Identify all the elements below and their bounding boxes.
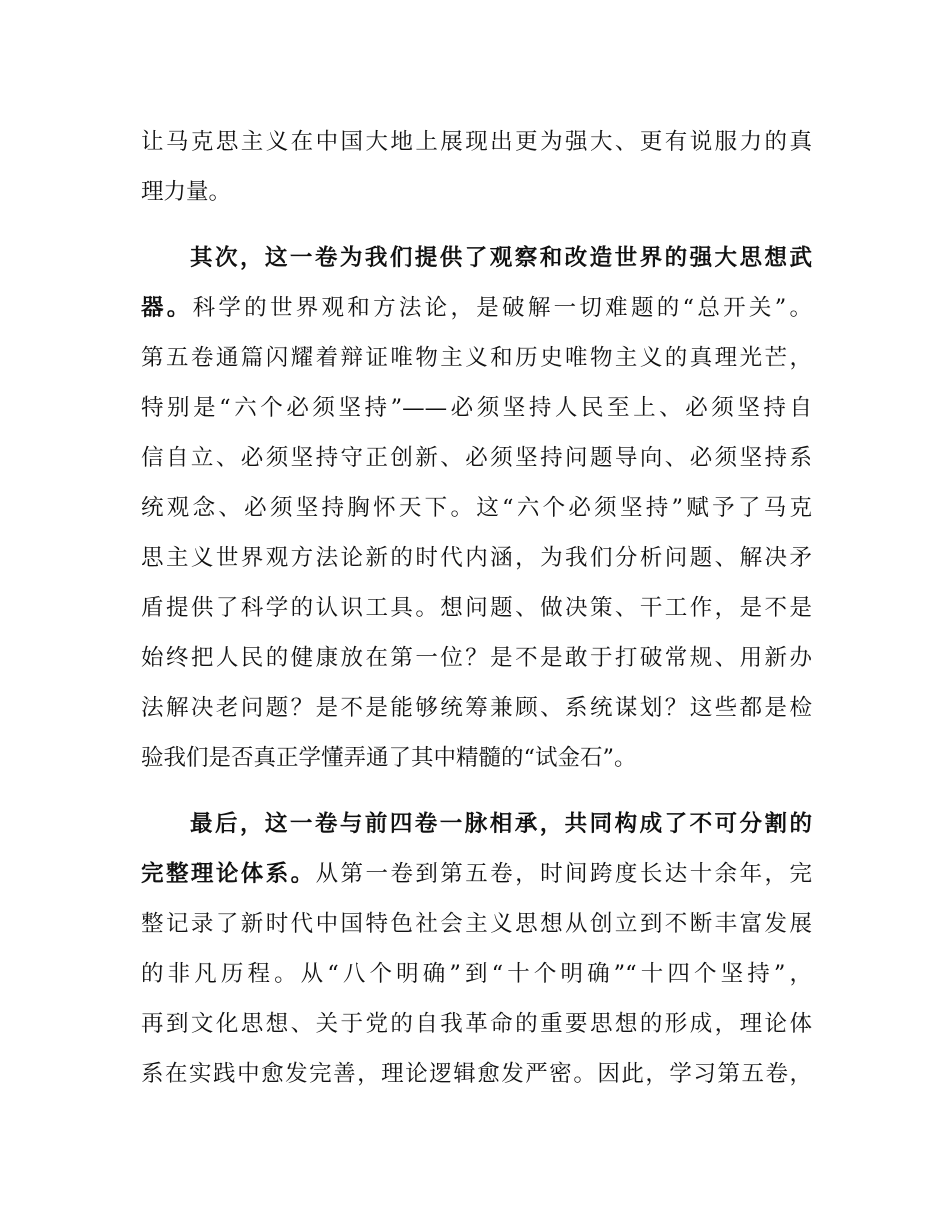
text-line: 思主义世界观方法论新的时代内涵，为我们分析问题、解决矛 bbox=[141, 545, 812, 571]
text-line: 理力量。 bbox=[141, 179, 232, 205]
text-line: 信自立、必须坚持守正创新、必须坚持问题导向、必须坚持系 bbox=[141, 445, 812, 471]
text-line: 法解决老问题？是不是能够统筹兼顾、系统谋划？这些都是检 bbox=[141, 695, 812, 721]
text-line: 让马克思主义在中国大地上展现出更为强大、更有说服力的真 bbox=[141, 129, 812, 155]
text-line: 特别是“六个必须坚持”——必须坚持人民至上、必须坚持自 bbox=[141, 395, 812, 421]
text-line: 整记录了新时代中国特色社会主义思想从创立到不断丰富发展 bbox=[141, 911, 812, 937]
text-span: 从第一卷到第五卷，时间跨度长达十余年，完 bbox=[315, 861, 812, 887]
text-line: 始终把人民的健康放在第一位？是不是敢于打破常规、用新办 bbox=[141, 645, 812, 671]
text-line bbox=[141, 852, 812, 896]
paragraph-heading: 最后，这一卷与前四卷一脉相承，共同构成了不可分割的 bbox=[190, 811, 812, 837]
paragraph-heading-end: 完整理论体系。 bbox=[141, 861, 316, 887]
text-line: 验我们是否真正学懂弄通了其中精髓的“试金石”。 bbox=[141, 745, 637, 771]
text-line: 盾提供了科学的认识工具。想问题、做决策、干工作，是不是 bbox=[141, 595, 812, 621]
text-span: 科学的世界观和方法论，是破解一切难题的“总开关”。 bbox=[192, 295, 812, 321]
text-line: 的非凡历程。从“八个明确”到“十个明确”“十四个坚持”， bbox=[141, 961, 812, 987]
text-line: 统观念、必须坚持胸怀天下。这“六个必须坚持”赋予了马克 bbox=[141, 495, 812, 521]
text-line bbox=[141, 286, 812, 330]
paragraph-heading-end: 器。 bbox=[141, 295, 193, 321]
paragraph-heading: 其次，这一卷为我们提供了观察和改造世界的强大思想武 bbox=[190, 245, 812, 271]
text-line: 第五卷通篇闪耀着辩证唯物主义和历史唯物主义的真理光芒， bbox=[141, 345, 812, 371]
text-line: 再到文化思想、关于党的自我革命的重要思想的形成，理论体 bbox=[141, 1011, 812, 1037]
text-line: 系在实践中愈发完善，理论逻辑愈发严密。因此，学习第五卷， bbox=[141, 1061, 812, 1087]
